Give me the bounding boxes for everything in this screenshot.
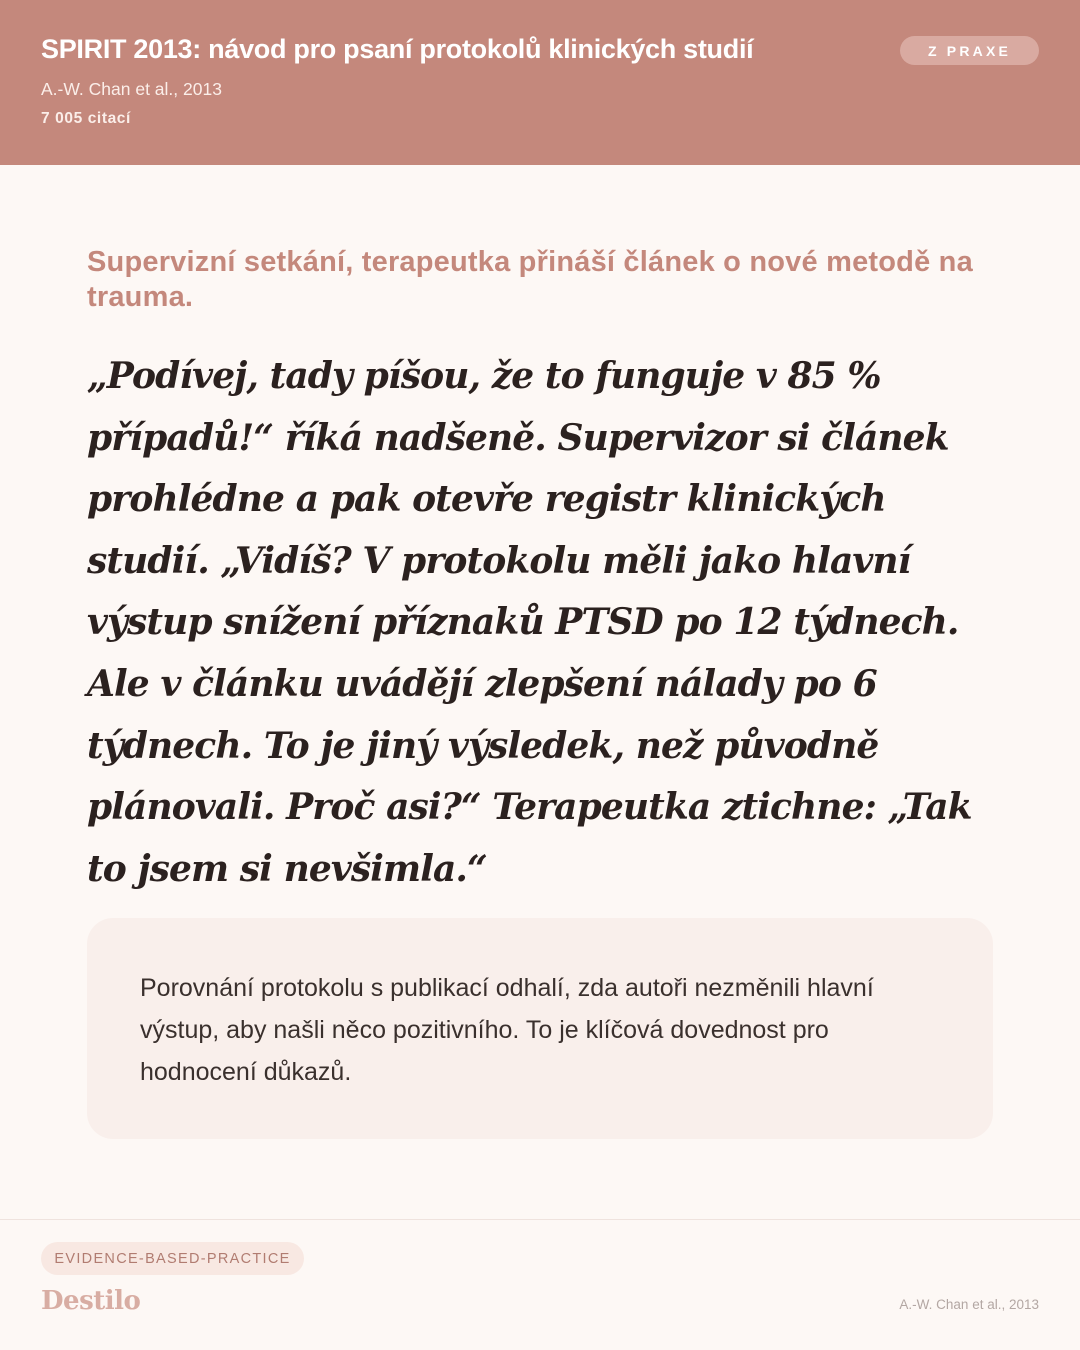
category-badge: Z PRAXE (900, 36, 1039, 65)
takeaway-box (87, 918, 993, 1139)
footer-divider (0, 1219, 1080, 1220)
header-banner (0, 0, 1080, 165)
takeaway-text: Porovnání protokolu s publikací odhalí, zda autoři nezměnili hlavní výstup, aby našli něco pozitivního. To je klíčová dovednost pro hodnocení důkazů. (140, 974, 874, 1086)
citation-count: 7 005 citací (41, 110, 131, 127)
scenario-intro: Supervizní setkání, terapeutka přináší článek o nové metodě na trauma. (87, 246, 973, 313)
topic-tag[interactable]: EVIDENCE-BASED-PRACTICE (41, 1242, 304, 1275)
article-authors: A.-W. Chan et al., 2013 (41, 79, 222, 99)
footer-source: A.-W. Chan et al., 2013 (899, 1297, 1039, 1312)
scenario-quote: „Podívej, tady píšou, že to funguje v 85 % případů!“ říká nadšeně. Supervizor si článek prohlédne a pak otevře registr klinických studií. „Vidíš? V protokolu měli jako hlavní výstup snížení příznaků PTSD po 12 týdnech. Ale v článku uvádějí zlepšení nálady po 6 týdnech. To je jiný výsledek, než původně plánovali. Proč asi?“ Terapeutka ztichne: „Tak to jsem si nevšimla.“ (87, 355, 972, 890)
brand-logo: Destilo (41, 1286, 141, 1316)
article-title: SPIRIT 2013: návod pro psaní protokolů klinických studií (41, 34, 754, 64)
